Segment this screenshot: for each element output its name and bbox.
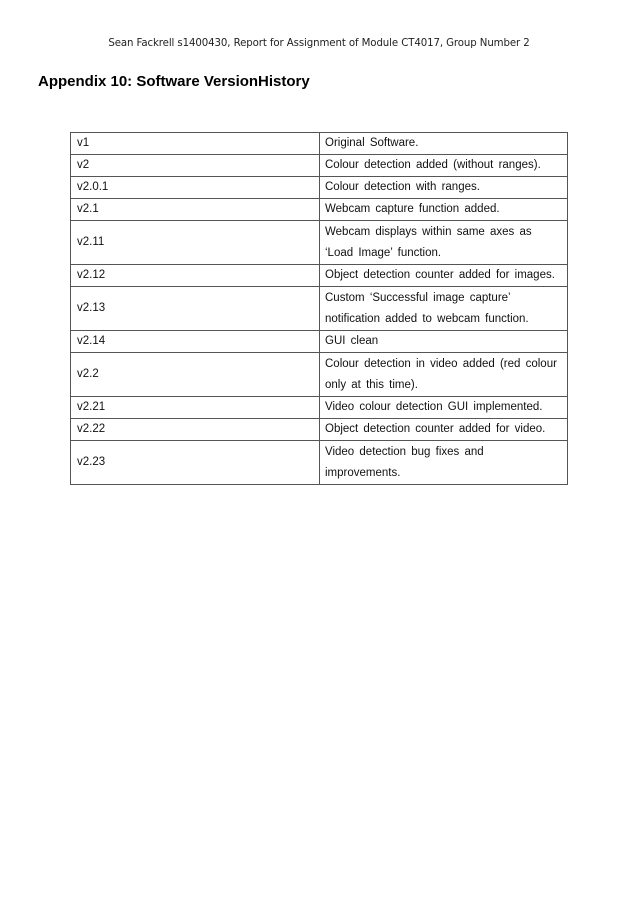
table-row bbox=[71, 397, 568, 419]
description-cell: Video detection bug fixes and improvements. bbox=[320, 441, 568, 485]
description-cell: Webcam displays within same axes as ‘Load Image’ function. bbox=[320, 221, 568, 265]
table-row bbox=[71, 133, 568, 155]
page-title: Appendix 10: Software VersionHistory bbox=[38, 73, 310, 90]
table-row bbox=[71, 265, 568, 287]
description-cell: Colour detection added (without ranges). bbox=[320, 155, 568, 177]
version-cell: v2.2 bbox=[71, 353, 320, 397]
table-row bbox=[71, 155, 568, 177]
description-cell: Video colour detection GUI implemented. bbox=[320, 397, 568, 419]
description-cell: Colour detection with ranges. bbox=[320, 177, 568, 199]
description-cell: Original Software. bbox=[320, 133, 568, 155]
version-cell: v2.22 bbox=[71, 419, 320, 441]
page-header: Sean Fackrell s1400430, Report for Assignment of Module CT4017, Group Number 2 bbox=[108, 38, 530, 49]
version-cell: v2.11 bbox=[71, 221, 320, 265]
version-cell: v2.1 bbox=[71, 199, 320, 221]
table-row bbox=[71, 441, 568, 485]
version-cell: v2.14 bbox=[71, 331, 320, 353]
version-cell: v2 bbox=[71, 155, 320, 177]
version-cell: v2.0.1 bbox=[71, 177, 320, 199]
table-row bbox=[71, 221, 568, 265]
table-row bbox=[71, 419, 568, 441]
version-cell: v2.13 bbox=[71, 287, 320, 331]
description-cell: Custom ‘Successful image capture’ notification added to webcam function. bbox=[320, 287, 568, 331]
description-cell: Object detection counter added for images. bbox=[320, 265, 568, 287]
description-cell: Colour detection in video added (red colour only at this time). bbox=[320, 353, 568, 397]
table-row bbox=[71, 287, 568, 331]
version-cell: v2.23 bbox=[71, 441, 320, 485]
table-row bbox=[71, 353, 568, 397]
description-cell: Webcam capture function added. bbox=[320, 199, 568, 221]
table-row bbox=[71, 177, 568, 199]
version-cell: v2.12 bbox=[71, 265, 320, 287]
description-cell: GUI clean bbox=[320, 331, 568, 353]
table-row bbox=[71, 331, 568, 353]
description-cell: Object detection counter added for video. bbox=[320, 419, 568, 441]
version-history-table bbox=[70, 132, 568, 485]
table-row bbox=[71, 199, 568, 221]
version-cell: v2.21 bbox=[71, 397, 320, 419]
version-cell: v1 bbox=[71, 133, 320, 155]
